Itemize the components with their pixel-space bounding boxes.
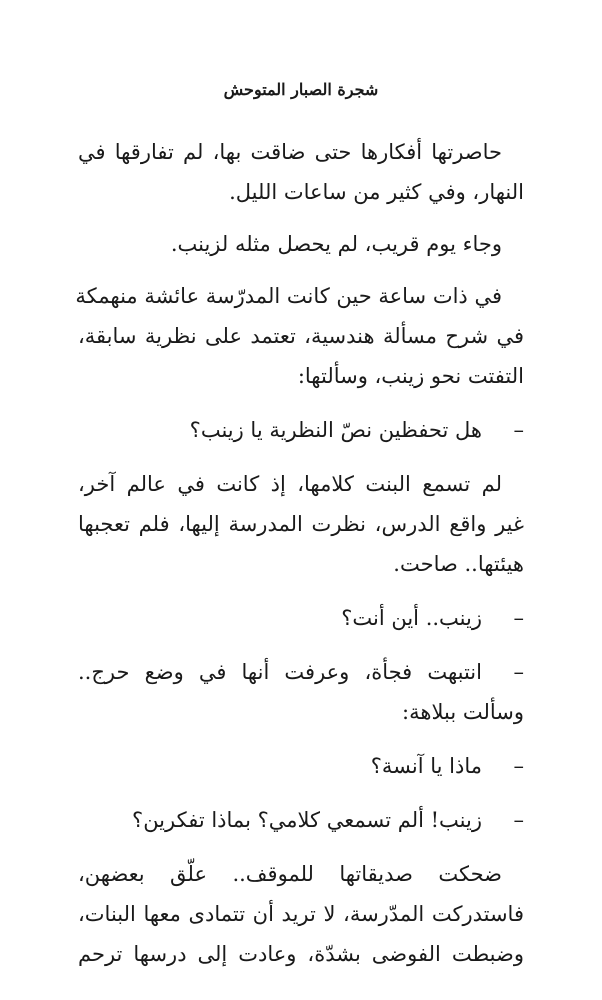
- dialogue-line: زينب! ألم تسمعي كلامي؟ بماذا تفكرين؟: [132, 808, 482, 832]
- paragraph-line: وضبطت الفوضى بشدّة، وعادت إلى درسها ترحم: [78, 942, 524, 966]
- paragraph-line: حاصرتها أفكارها حتى ضاقت بها، لم تفارقها في: [78, 140, 502, 164]
- paragraph-line: في شرح مسألة هندسية، تعتمد على نظرية سابقة،: [78, 324, 524, 348]
- dialogue-line: انتبهت فجأة، وعرفت أنها في وضع حرج..: [78, 660, 482, 684]
- document-page: [75, 0, 524, 1000]
- paragraph-line: ضحكت صديقاتها للموقف.. علّق بعضهن،: [78, 862, 502, 886]
- paragraph-line: هيئتها.. صاحت.: [393, 552, 524, 576]
- paragraph-line: النهار، وفي كثير من ساعات الليل.: [229, 180, 524, 204]
- paragraph-line: التفتت نحو زينب، وسألتها:: [297, 364, 524, 388]
- dialogue-dash: –: [513, 808, 524, 832]
- paragraph-line: وجاء يوم قريب، لم يحصل مثله لزينب.: [170, 232, 502, 256]
- dialogue-line: زينب.. أين أنت؟: [341, 606, 482, 630]
- dialogue-dash: –: [513, 754, 524, 778]
- paragraph-line: فاستدركت المدّرسة، لا تريد أن تتمادى معها البنات،: [78, 902, 524, 926]
- dialogue-dash: –: [513, 660, 524, 684]
- chapter-title: شجرة الصبار المتوحش: [223, 80, 379, 99]
- dialogue-dash: –: [513, 606, 524, 630]
- paragraph-line: في ذات ساعة حين كانت المدرّسة عائشة منهمكة: [75, 284, 502, 308]
- dialogue-dash: –: [513, 418, 524, 442]
- dialogue-line: ماذا يا آنسة؟: [370, 754, 482, 778]
- dialogue-continuation-line: وسألت ببلاهة:: [402, 700, 524, 724]
- paragraph-line: لم تسمع البنت كلامها، إذ كانت في عالم آخر،: [78, 472, 502, 496]
- dialogue-line: هل تحفظين نصّ النظرية يا زينب؟: [189, 418, 482, 442]
- paragraph-line: غير واقع الدرس، نظرت المدرسة إليها، فلم تعجبها: [78, 512, 524, 536]
